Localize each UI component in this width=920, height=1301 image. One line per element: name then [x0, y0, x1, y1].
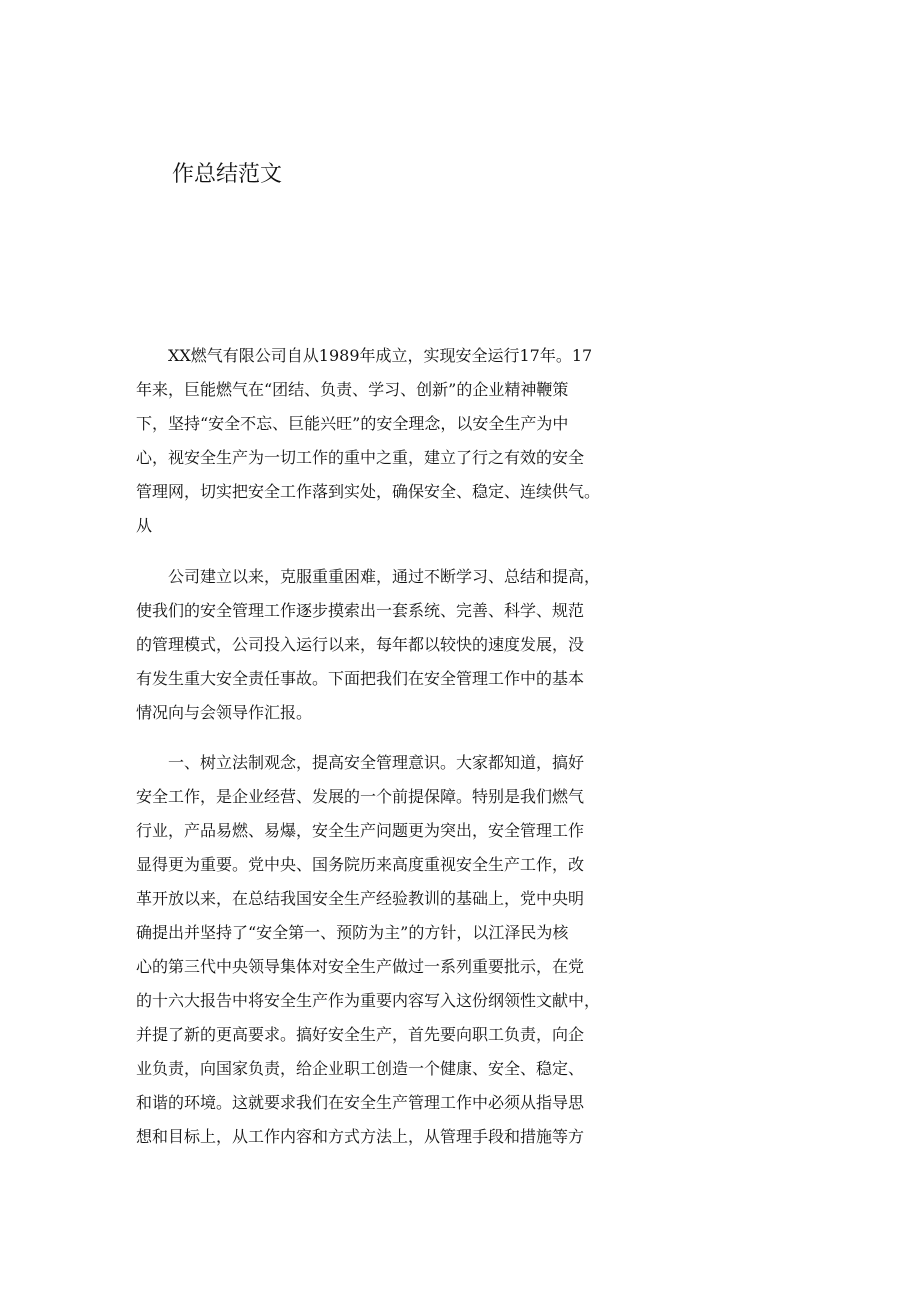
text-line: 并提了新的更高要求。搞好安全生产，首先要向职工负责，向企	[136, 1025, 585, 1044]
document-title: 作总结范文	[172, 162, 283, 187]
text-line: 安全工作，是企业经营、发展的一个前提保障。特别是我们燃气	[136, 787, 585, 806]
text-line: XX燃气有限公司自从1989年成立，实现安全运行17年。17	[136, 346, 593, 365]
text-line: 的管理模式，公司投入运行以来，每年都以较快的速度发展，没	[136, 635, 585, 654]
text-line: 心，视安全生产为一切工作的重中之重，建立了行之有效的安全	[136, 448, 585, 467]
text-line: 情况向与会领导作汇报。	[136, 703, 313, 722]
paragraph-2	[136, 564, 600, 734]
text-line: 革开放以来，在总结我国安全生产经验教训的基础上，党中央明	[136, 889, 585, 908]
text-line: 心的第三代中央领导集体对安全生产做过一系列重要批示，在党	[136, 957, 585, 976]
text-line: 和谐的环境。这就要求我们在安全生产管理工作中必须从指导思	[136, 1093, 585, 1112]
text-line: 显得更为重要。党中央、国务院历来高度重视安全生产工作，改	[136, 855, 585, 874]
paragraph-1	[136, 343, 600, 547]
text-line: 年来，巨能燃气在“团结、负责、学习、创新”的企业精神鞭策	[136, 380, 569, 399]
text-line: 的十六大报告中将安全生产作为重要内容写入这份纲领性文献中，	[136, 991, 601, 1010]
paragraph-3	[136, 750, 600, 1158]
text-line: 想和目标上，从工作内容和方式方法上，从管理手段和措施等方	[136, 1127, 585, 1146]
text-line: 业负责，向国家负责，给企业职工创造一个健康、安全、稳定、	[136, 1059, 585, 1078]
text-line: 确提出并坚持了“安全第一、预防为主”的方针，以江泽民为核	[136, 923, 569, 942]
text-line: 从	[136, 516, 153, 535]
text-line: 使我们的安全管理工作逐步摸索出一套系统、完善、科学、规范	[136, 601, 585, 620]
text-line: 有发生重大安全责任事故。下面把我们在安全管理工作中的基本	[136, 669, 585, 688]
text-line: 一、树立法制观念，提高安全管理意识。大家都知道，搞好	[136, 753, 585, 772]
text-line: 行业，产品易燃、易爆，安全生产问题更为突出，安全管理工作	[136, 821, 585, 840]
text-line: 管理网，切实把安全工作落到实处，确保安全、稳定、连续供气。	[136, 482, 601, 501]
text-line: 公司建立以来，克服重重困难，通过不断学习、总结和提高，	[136, 567, 601, 586]
text-line: 下，坚持“安全不忘、巨能兴旺”的安全理念，以安全生产为中	[136, 414, 569, 433]
